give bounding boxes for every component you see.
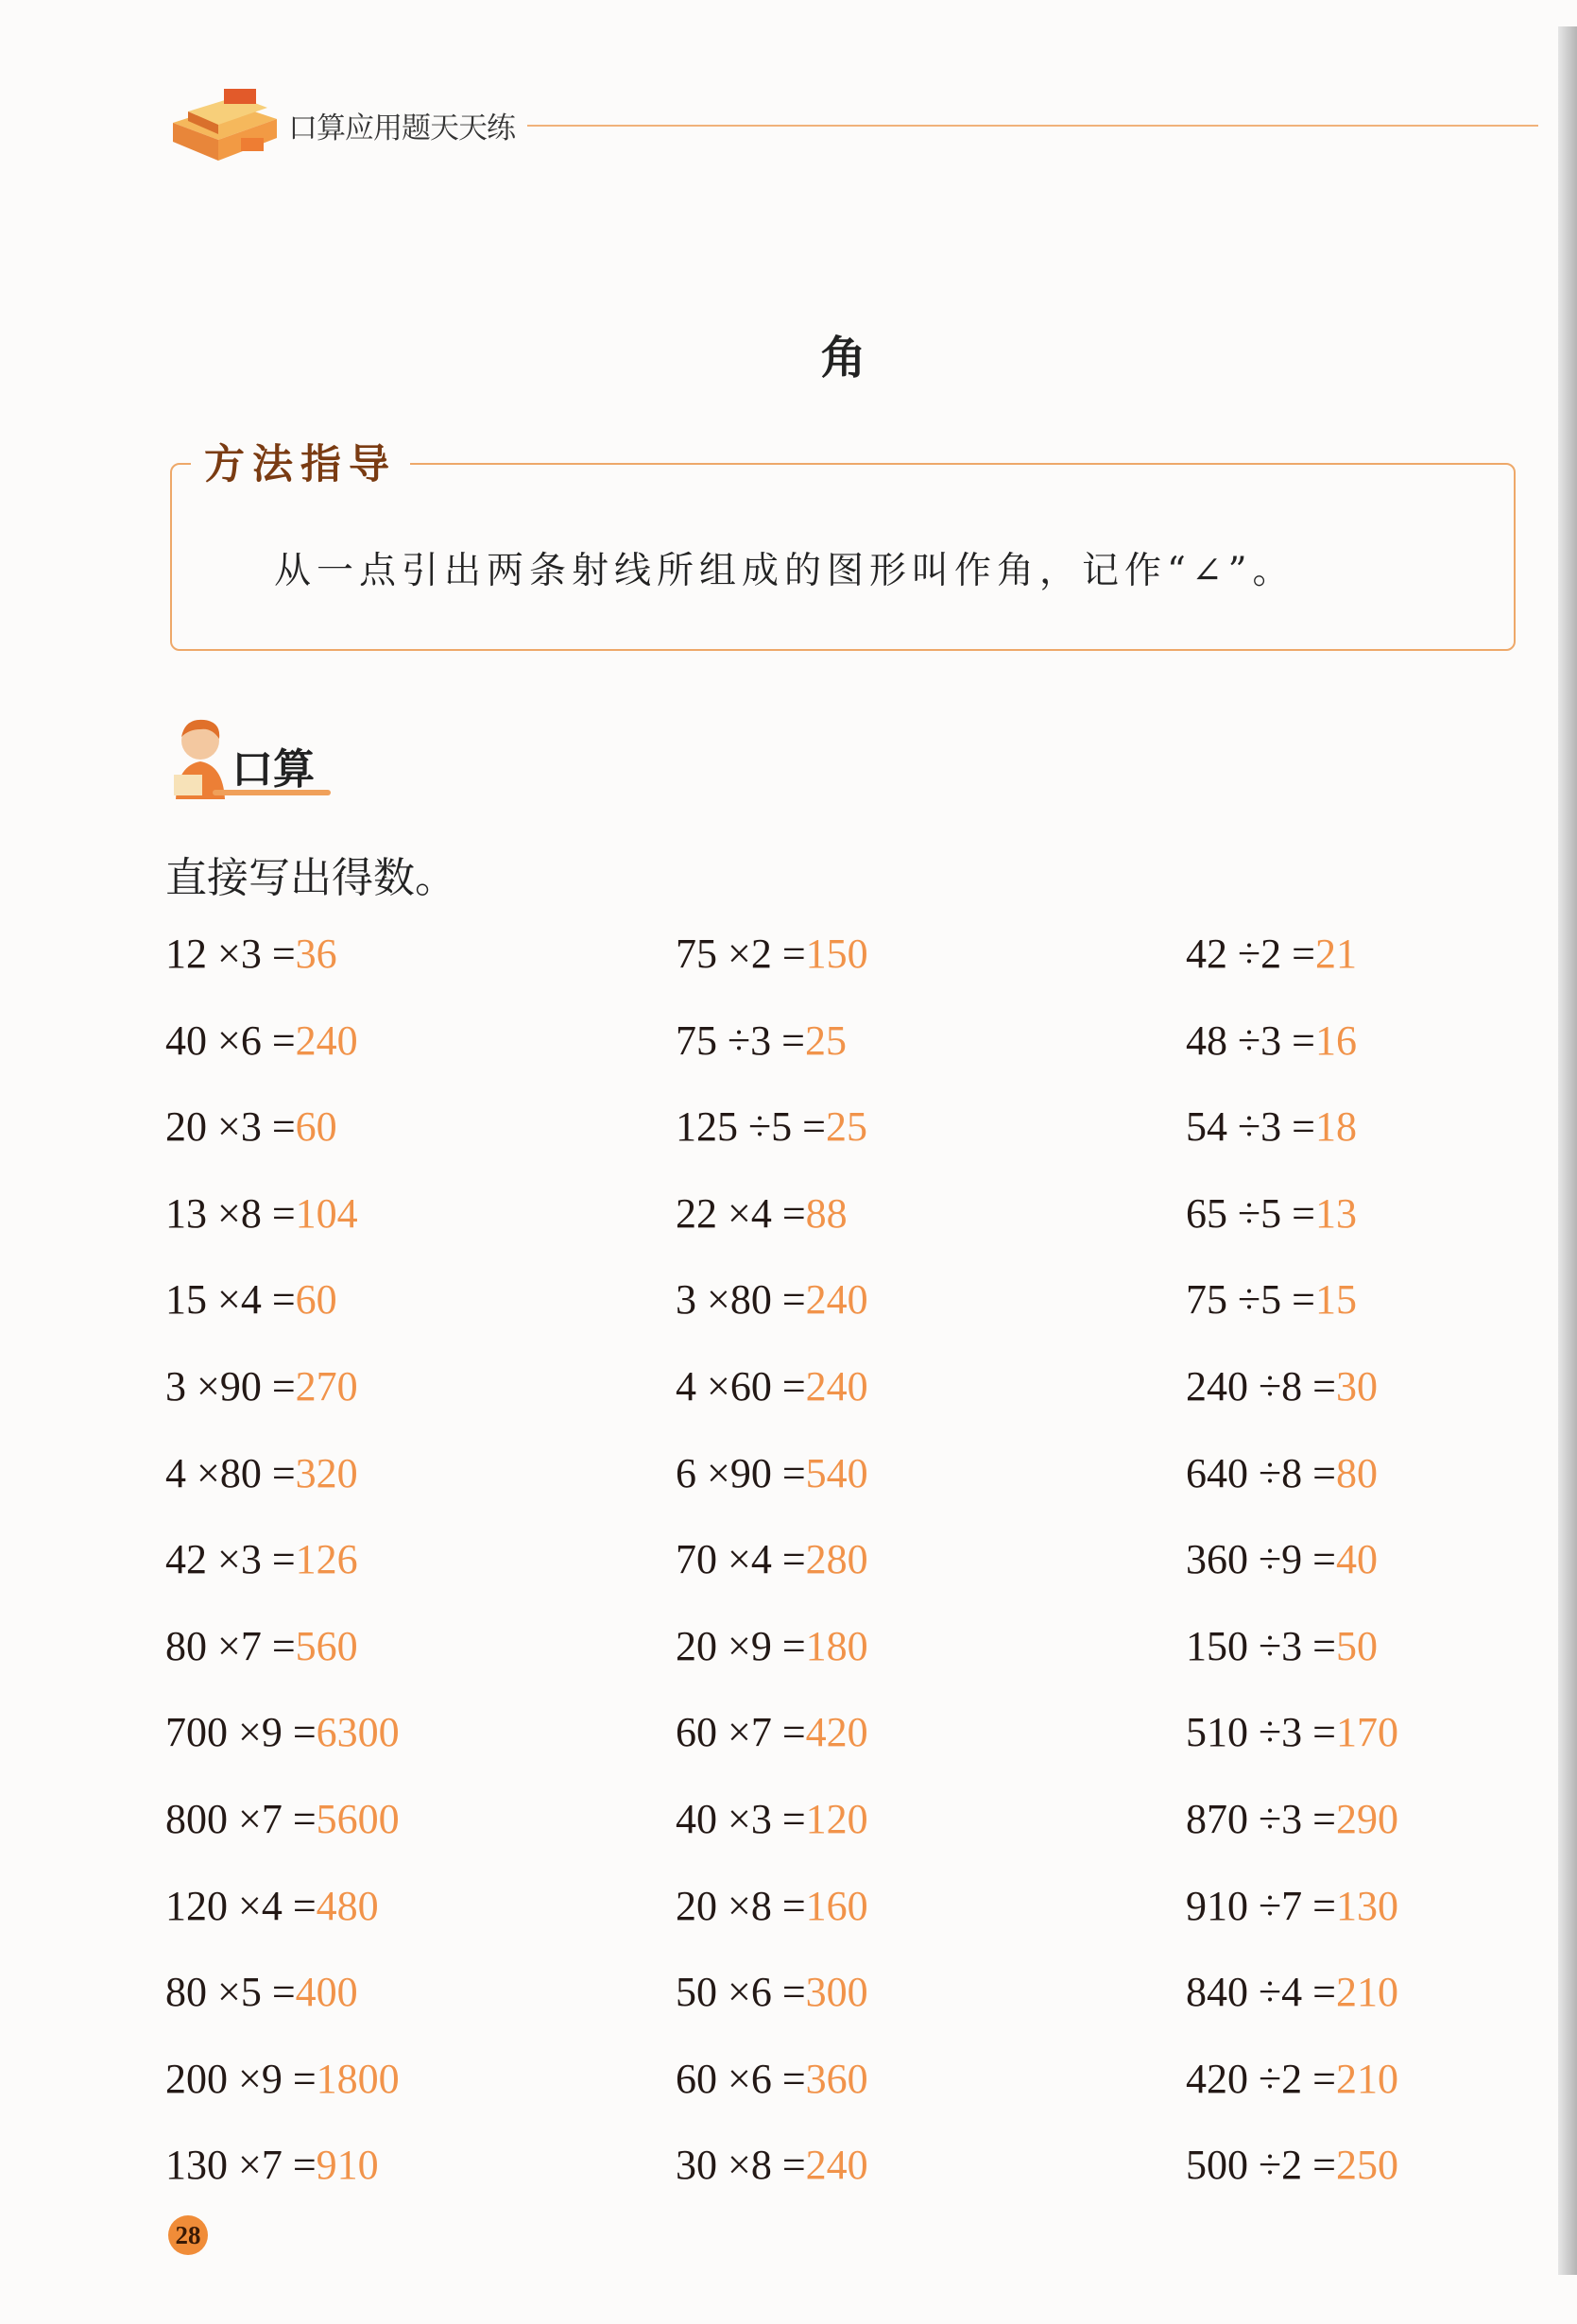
problem-answer: 250 [1335, 2142, 1398, 2189]
problem-answer: 18 [1314, 1103, 1357, 1151]
problem-answer: 240 [805, 1276, 868, 1324]
header-rule [527, 125, 1538, 127]
method-text: 从一点引出两条射线所组成的图形叫作角，记作“∠”。 [274, 550, 1295, 592]
problem-answer: 21 [1314, 931, 1357, 977]
problem-item [1186, 1272, 1357, 1328]
problem-answer: 16 [1314, 1017, 1357, 1064]
problem-expression: 65 ÷5 = [1186, 1189, 1315, 1237]
problem-expression: 20 ×8 = [676, 1882, 806, 1929]
problem-answer: 210 [1335, 2055, 1398, 2102]
problem-item [1186, 1618, 1378, 1675]
problem-expression: 700 ×9 = [165, 1709, 317, 1756]
problem-item [676, 1099, 867, 1155]
problem-item [165, 1359, 358, 1415]
problem-answer: 400 [295, 1969, 358, 2016]
problem-expression: 20 ×9 = [676, 1622, 806, 1669]
problem-answer: 320 [295, 1449, 358, 1496]
problem-expression: 130 ×7 = [165, 2142, 317, 2189]
problem-expression: 840 ÷4 = [1186, 1969, 1336, 2016]
problem-expression: 54 ÷3 = [1186, 1103, 1315, 1151]
problem-expression: 13 ×8 = [165, 1189, 296, 1237]
problem-item [1186, 1704, 1398, 1761]
problem-item [1186, 926, 1357, 983]
problem-answer: 25 [804, 1017, 847, 1064]
problem-expression: 360 ÷9 = [1186, 1536, 1336, 1583]
problem-answer: 210 [1335, 1969, 1398, 2016]
problem-item [165, 1099, 337, 1155]
problem-item [676, 1359, 868, 1415]
problem-item [165, 1618, 358, 1675]
problem-answer: 5600 [316, 1796, 400, 1842]
problem-answer: 540 [805, 1449, 868, 1496]
problem-item [165, 1704, 400, 1761]
problem-expression: 75 ÷3 = [676, 1017, 805, 1064]
problem-expression: 3 ×90 = [165, 1363, 296, 1410]
problem-expression: 48 ÷3 = [1186, 1017, 1315, 1064]
problem-expression: 420 ÷2 = [1186, 2055, 1336, 2102]
problem-expression: 870 ÷3 = [1186, 1796, 1336, 1842]
problem-expression: 120 ×4 = [165, 1882, 317, 1929]
problem-expression: 30 ×8 = [676, 2142, 806, 2189]
problem-answer: 240 [805, 1363, 868, 1410]
problem-answer: 80 [1335, 1449, 1378, 1496]
problem-item [676, 1618, 868, 1675]
problem-item [165, 1445, 358, 1502]
problem-expression: 42 ÷2 = [1186, 931, 1315, 977]
problem-answer: 60 [295, 1103, 337, 1151]
problem-expression: 42 ×3 = [165, 1536, 296, 1583]
problem-answer: 480 [316, 1882, 379, 1929]
problem-item [1186, 1186, 1357, 1242]
problem-item [1186, 1099, 1357, 1155]
problem-item [676, 2137, 868, 2194]
problem-answer: 25 [825, 1103, 867, 1151]
problem-answer: 36 [295, 931, 337, 977]
problem-item [165, 2051, 400, 2108]
problem-expression: 510 ÷3 = [1186, 1709, 1336, 1756]
problem-item [676, 1186, 848, 1242]
problem-item [676, 1531, 868, 1588]
problem-item [676, 1272, 868, 1328]
problem-item [676, 1445, 868, 1502]
problem-answer: 300 [805, 1969, 868, 2016]
problem-item [1186, 2137, 1398, 2194]
problem-answer: 30 [1335, 1363, 1378, 1410]
problem-answer: 60 [295, 1276, 337, 1324]
problem-item [1186, 1791, 1398, 1848]
problem-answer: 150 [805, 931, 868, 977]
problem-answer: 13 [1314, 1189, 1357, 1237]
problem-item [1186, 2051, 1398, 2108]
problem-item [676, 2051, 868, 2108]
problem-item [165, 1964, 358, 2021]
problem-expression: 4 ×60 = [676, 1363, 806, 1410]
problem-expression: 80 ×5 = [165, 1969, 296, 2016]
problem-item [676, 926, 868, 983]
problem-answer: 126 [295, 1536, 358, 1583]
problem-answer: 104 [295, 1189, 358, 1237]
problem-expression: 15 ×4 = [165, 1276, 296, 1324]
problem-item [676, 1013, 847, 1069]
problem-answer: 15 [1314, 1276, 1357, 1324]
problem-answer: 180 [805, 1622, 868, 1669]
problem-item [1186, 1359, 1378, 1415]
problem-answer: 240 [805, 2142, 868, 2189]
problem-expression: 60 ×7 = [676, 1709, 806, 1756]
problem-expression: 40 ×3 = [676, 1796, 806, 1842]
problem-item [1186, 1878, 1398, 1935]
problem-expression: 4 ×80 = [165, 1449, 296, 1496]
problem-answer: 88 [805, 1189, 848, 1237]
problem-item [676, 1791, 868, 1848]
problem-answer: 6300 [316, 1709, 400, 1756]
problem-answer: 290 [1335, 1796, 1398, 1842]
problem-expression: 70 ×4 = [676, 1536, 806, 1583]
problem-item [1186, 1531, 1378, 1588]
problem-item [1186, 1445, 1378, 1502]
problem-item [165, 1186, 358, 1242]
child-reading-icon [163, 716, 238, 799]
problem-expression: 800 ×7 = [165, 1796, 317, 1842]
problem-answer: 420 [805, 1709, 868, 1756]
problem-answer: 560 [295, 1622, 358, 1669]
problem-expression: 150 ÷3 = [1186, 1622, 1336, 1669]
problem-item [165, 1272, 337, 1328]
problem-item [1186, 1964, 1398, 2021]
problem-answer: 120 [805, 1796, 868, 1842]
problem-answer: 1800 [316, 2055, 400, 2102]
problem-expression: 240 ÷8 = [1186, 1363, 1336, 1410]
method-heading: 方法指导 [191, 433, 410, 490]
problem-expression: 75 ÷5 = [1186, 1276, 1315, 1324]
problem-expression: 640 ÷8 = [1186, 1449, 1336, 1496]
problem-answer: 270 [295, 1363, 358, 1410]
instruction-text: 直接写出得数。 [165, 854, 456, 902]
problem-expression: 12 ×3 = [165, 931, 296, 977]
header-title: 口算应用题天天练 [288, 111, 515, 145]
problem-answer: 910 [316, 2142, 379, 2189]
problem-item [165, 2137, 379, 2194]
problem-item [165, 1791, 400, 1848]
problem-answer: 170 [1335, 1709, 1398, 1756]
problem-expression: 910 ÷7 = [1186, 1882, 1336, 1929]
problem-item [165, 1878, 379, 1935]
problem-expression: 125 ÷5 = [676, 1103, 826, 1151]
problem-expression: 500 ÷2 = [1186, 2142, 1336, 2189]
problem-item [165, 1013, 358, 1069]
problem-item [676, 1704, 868, 1761]
problem-answer: 40 [1335, 1536, 1378, 1583]
problem-item [676, 1878, 868, 1935]
problem-expression: 50 ×6 = [676, 1969, 806, 2016]
oral-section-heading: 口算 [231, 745, 315, 794]
page-number-badge: 28 [168, 2215, 208, 2255]
problem-expression: 200 ×9 = [165, 2055, 317, 2102]
problem-item [676, 1964, 868, 2021]
problem-answer: 50 [1335, 1622, 1378, 1669]
lesson-title: 角 [820, 332, 866, 384]
problem-expression: 40 ×6 = [165, 1017, 296, 1064]
problem-expression: 20 ×3 = [165, 1103, 296, 1151]
problem-expression: 6 ×90 = [676, 1449, 806, 1496]
problem-answer: 240 [295, 1017, 358, 1064]
problem-expression: 3 ×80 = [676, 1276, 806, 1324]
books-logo-icon [165, 83, 283, 170]
problem-expression: 75 ×2 = [676, 931, 806, 977]
problem-answer: 160 [805, 1882, 868, 1929]
problem-answer: 280 [805, 1536, 868, 1583]
problem-answer: 130 [1335, 1882, 1398, 1929]
problem-item [1186, 1013, 1357, 1069]
problem-expression: 80 ×7 = [165, 1622, 296, 1669]
problem-expression: 22 ×4 = [676, 1189, 806, 1237]
problem-item [165, 926, 337, 983]
problem-item [165, 1531, 358, 1588]
problem-answer: 360 [805, 2055, 868, 2102]
problem-expression: 60 ×6 = [676, 2055, 806, 2102]
